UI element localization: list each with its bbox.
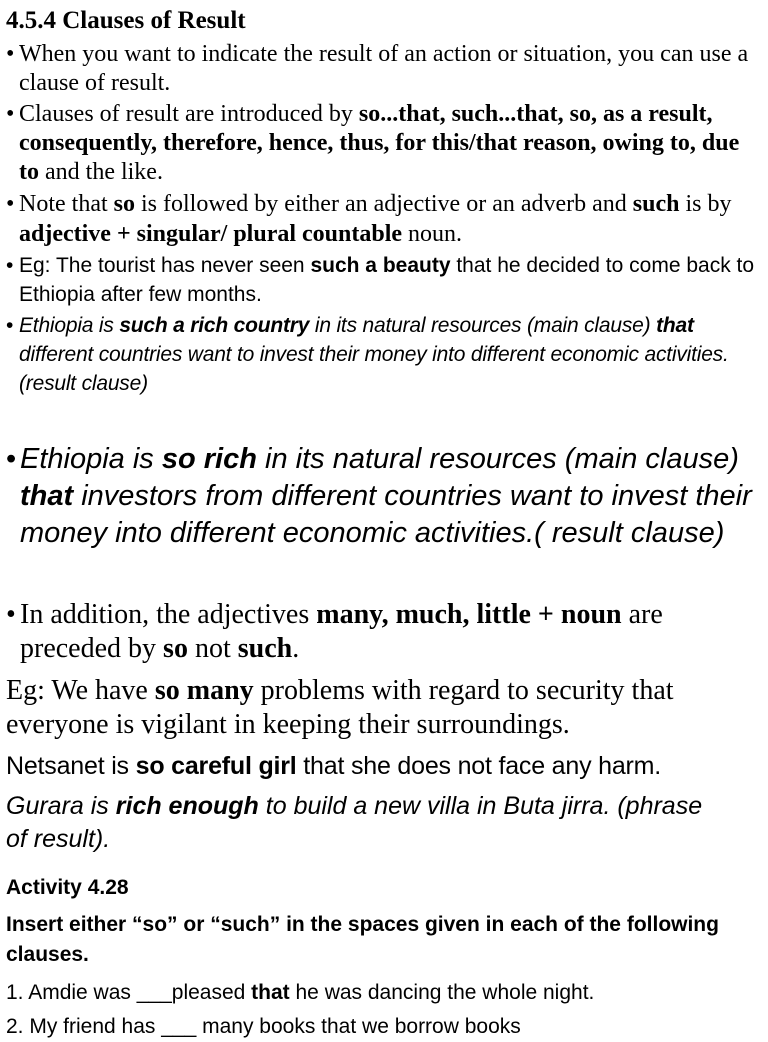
bold-text: that bbox=[251, 981, 290, 1004]
bold-text: many, much, little + noun bbox=[316, 599, 622, 630]
bold-text: so bbox=[113, 191, 135, 217]
activity-title: Activity 4.28 bbox=[6, 876, 129, 899]
paragraph-text: Eg: We have bbox=[6, 675, 155, 706]
bold-text: rich enough bbox=[115, 792, 259, 820]
paragraph-text: that he decided to come back to Ethiopia after few months. bbox=[19, 254, 755, 306]
bold-text: so careful girl bbox=[135, 752, 297, 780]
bullet-icon: • bbox=[6, 41, 15, 67]
paragraph-text: in its natural resources (main clause) bbox=[256, 443, 739, 475]
bullet-so-such-note bbox=[6, 189, 762, 249]
activity-item-2: 2. My friend has ___ many books that we borrow books bbox=[6, 1015, 521, 1038]
paragraph-text: Netsanet is bbox=[6, 752, 136, 780]
paragraph-text: In addition, the adjectives bbox=[20, 599, 317, 630]
paragraph-text: . bbox=[292, 633, 300, 664]
paragraph-text: is by bbox=[679, 191, 732, 217]
paragraph-text: in its natural resources (main clause) bbox=[309, 314, 657, 337]
example-netsanet bbox=[6, 750, 760, 783]
bold-text: such bbox=[632, 191, 680, 217]
bold-text: so many bbox=[154, 675, 254, 706]
bold-text: so rich bbox=[161, 443, 257, 475]
activity-instruction: Insert either “so” or “such” in the spaces given in each of the following clauses. bbox=[6, 913, 719, 966]
bullet-icon: • bbox=[6, 443, 17, 475]
activity-item-1 bbox=[6, 978, 760, 1008]
bullet-icon: • bbox=[6, 254, 14, 277]
paragraph-text: Ethiopia is bbox=[20, 443, 162, 475]
bullet-icon: • bbox=[6, 314, 14, 337]
bullet-example-beauty bbox=[6, 251, 762, 309]
bullet-introducers bbox=[6, 100, 762, 187]
bold-text: such bbox=[237, 633, 293, 664]
paragraph-text: Gurara is bbox=[6, 792, 116, 820]
bold-text: such a beauty bbox=[310, 254, 451, 277]
paragraph-text: and the like. bbox=[39, 159, 163, 185]
paragraph-text: noun. bbox=[402, 221, 463, 247]
paragraph-text: not bbox=[187, 633, 238, 664]
paragraph-text: are preceded by bbox=[20, 599, 663, 664]
paragraph-text: he was dancing the whole night. bbox=[289, 981, 595, 1004]
paragraph-text: When you want to indicate the result of an action or situation, you can use a clause of result. bbox=[19, 41, 749, 96]
bullet-many-much-little bbox=[6, 598, 762, 666]
bullet-result-clause-intro bbox=[6, 40, 762, 98]
bold-text: adjective + singular/ plural countable bbox=[19, 221, 403, 247]
paragraph-text: Eg: The tourist has never seen bbox=[19, 254, 311, 277]
paragraph-text: 1. Amdie was ___pleased bbox=[6, 981, 252, 1004]
paragraph-text: Clauses of result are introduced by bbox=[19, 101, 359, 127]
section-heading: 4.5.4 Clauses of Result bbox=[6, 7, 246, 34]
bold-text: so bbox=[163, 633, 188, 664]
paragraph-text: that she does not face any harm. bbox=[296, 752, 662, 780]
bold-text: that bbox=[656, 314, 694, 337]
bullet-example-such-rich bbox=[6, 311, 762, 398]
paragraph-text: Ethiopia is bbox=[19, 314, 120, 337]
bold-text: such a rich country bbox=[119, 314, 310, 337]
paragraph-text: is followed by either an adjective or an adverb and bbox=[134, 191, 633, 217]
paragraph-text: investors from different countries want to invest their money into different economic activities.( result clause) bbox=[20, 480, 752, 549]
bullet-icon: • bbox=[6, 191, 15, 217]
bold-text: so...that, such...that, so, as a result, consequently, therefore, hence, thus, for this/that reason, owing to, due to bbox=[19, 101, 740, 185]
paragraph-text: different countries want to invest their money into different economic activities. (result clause) bbox=[19, 343, 729, 395]
bold-text: that bbox=[20, 480, 74, 512]
bullet-example-so-rich bbox=[6, 441, 762, 552]
paragraph-text: Note that bbox=[19, 191, 114, 217]
paragraph-text: problems with regard to security that everyone is vigilant in keeping their surroundings. bbox=[6, 675, 674, 740]
bullet-icon: • bbox=[6, 101, 15, 127]
paragraph-text: to build a new villa in Buta jirra. (phrase of result). bbox=[6, 792, 703, 853]
example-gurara bbox=[6, 790, 708, 856]
example-so-many bbox=[6, 674, 764, 742]
bullet-icon: • bbox=[6, 599, 16, 630]
